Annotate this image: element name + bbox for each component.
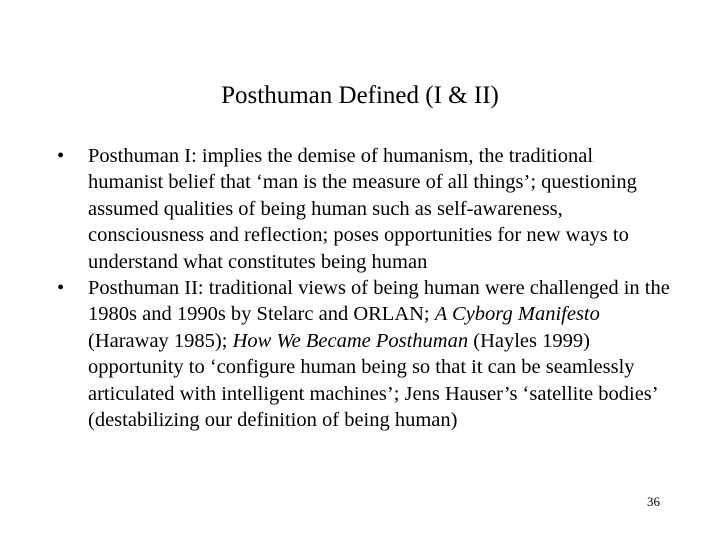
bullet-text-segment: Posthuman II: traditional views of being human were challenged in the 1980s and 1990s by Stelarc and ORLAN; — [88, 277, 670, 326]
bullet-text — [88, 145, 637, 273]
bullet-item — [57, 143, 672, 275]
bullet-list — [57, 143, 672, 433]
bullet-text-segment: (Haraway 1985); — [88, 329, 233, 352]
bullet-text-segment: Posthuman I: implies the demise of humanism, the traditional humanist belief that ‘man is the measure of all things’; questioning assumed qualities of being human such as self-awareness, consciousness and reflection; poses opportunities for new ways to understand what constitutes being human — [88, 145, 637, 273]
bullet-marker: • — [57, 277, 65, 300]
slide-title: Posthuman Defined (I & II) — [221, 82, 499, 109]
bullet-item — [57, 275, 672, 433]
bullet-text-segment: (Hayles 1999) opportunity to ‘configure human being so that it can be seamlessly articulated with intelligent machines’; Jens Hauser’s ‘satellite bodies’ (destabilizing our definition of being human) — [88, 329, 658, 432]
book-title-cyborg-manifesto: A Cyborg Manifesto — [434, 303, 600, 326]
page-number: 36 — [647, 494, 660, 509]
book-title-how-we-became-posthuman: How We Became Posthuman — [232, 329, 469, 352]
bullet-text — [88, 277, 670, 431]
bullet-marker: • — [57, 145, 65, 167]
